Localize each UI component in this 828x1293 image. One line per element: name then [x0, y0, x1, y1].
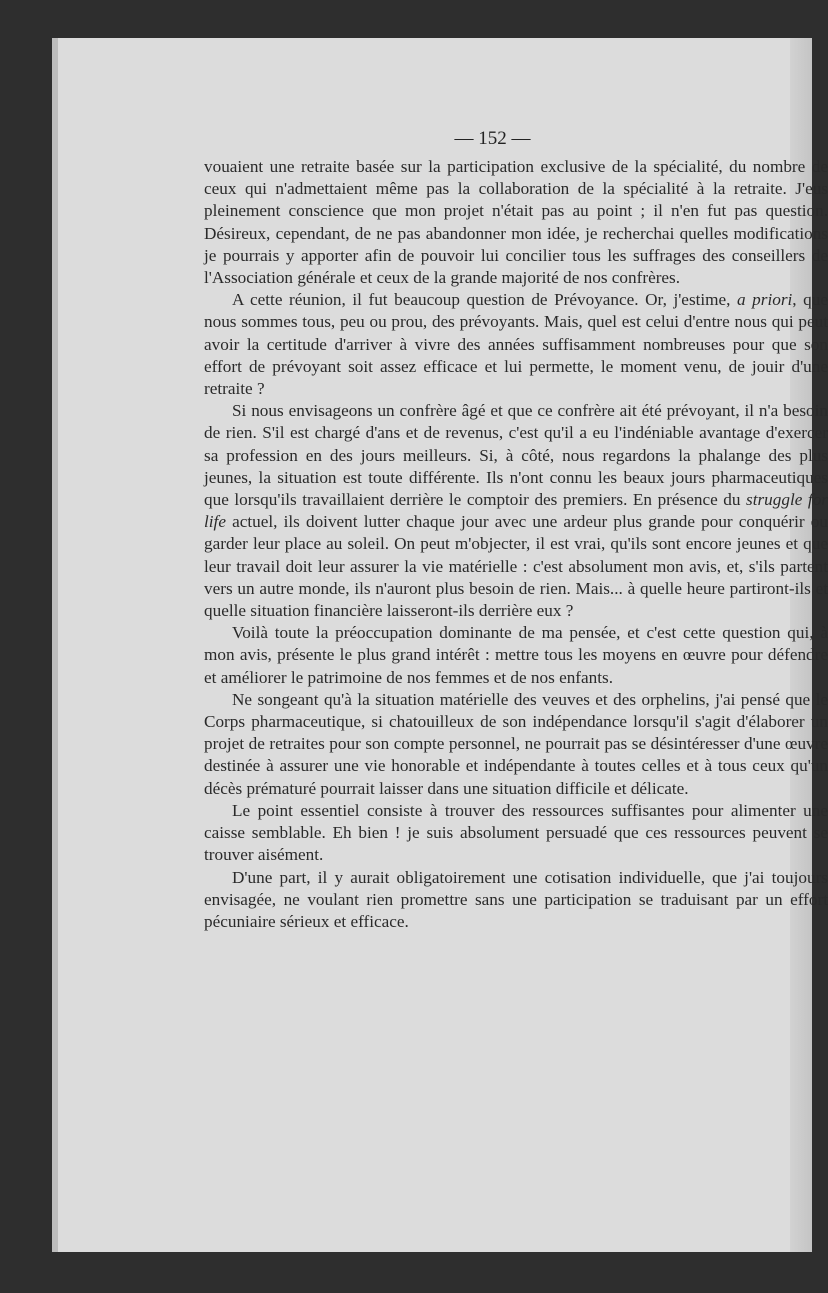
paragraph-7: D'une part, il y aurait obligatoirement une cotisation individuelle, que j'ai toujours envisagée, ne voulant rien promettre sans une participation se traduisant par un effort pécuniaire sérieux et efficace.: [204, 867, 828, 931]
paragraph-5: Ne songeant qu'à la situation matérielle des veuves et des orphelins, j'ai pensé que le Corps pharmaceutique, si chatouilleux de son indépendance lorsqu'il s'agit d'élaborer un projet de retraites pour son compte personnel, ne pourrait pas se désintéresser d'une œuvre destinée à assurer une vie honorable et indépendante à toutes celles et à tous ceux qu'un décès prématuré pourrait laisser dans une situation difficile et délicate.: [204, 689, 828, 798]
page-number: — 152 —: [454, 128, 531, 149]
paragraph-3-italic: struggle for life: [204, 490, 828, 532]
paragraph-1: vouaient une retraite basée sur la participation exclusive de la spécialité, du nombre de ceux qui n'admettaient même pas la collaboration de la spécialité à la retraite. J'eus pleinement conscience que mon projet n'était pas au point ; il n'en fut pas question. Désireux, cependant, de ne pas abandonner mon idée, je recherchai quelles modifications je pourrais y apporter afin de pouvoir lui concilier tous les suffrages des conseillers de l'Association générale et ceux de la grande majorité de nos confrères.: [204, 157, 828, 288]
paragraph-3-after: actuel, ils doivent lutter chaque jour avec une ardeur plus grande pour conquérir ou garder leur place au soleil. On peut m'objecter, il est vrai, qu'ils sont encore jeunes et que leur travail doit leur assurer la vie matérielle : c'est absolument mon avis, et, s'ils partent vers un autre monde, ils n'auront plus besoin de rien. Mais... à quelle heure partiront-ils et quelle situation financière laisseront-ils derrière eux ?: [204, 512, 828, 621]
paragraph-2: [204, 289, 828, 400]
paragraph-2-before: A cette réunion, il fut beaucoup question de Prévoyance. Or, j'estime,: [232, 290, 738, 310]
paragraph-2-after: , que nous sommes tous, peu ou prou, des prévoyants. Mais, quel est celui d'entre nous qui peut avoir la certitude d'arriver à vivre des années suffisamment nombreuses pour que son effort de prévoyant soit assez efficace et lui permette, le moment venu, de jouir d'une retraite ?: [204, 290, 828, 399]
paragraph-3-before: Si nous envisageons un confrère âgé et que ce confrère ait été prévoyant, il n'a besoin de rien. S'il est chargé d'ans et de revenus, c'est qu'il a eu l'indéniable avantage d'exercer sa profession en des jours meilleurs. Si, à côté, nous regardons la phalange des plus jeunes, la situation est toute différente. Ils n'ont connu les beaux jours pharmaceutiques que lorsqu'ils travaillaient derrière le comptoir des premiers. En présence du: [204, 401, 828, 510]
paragraph-6: Le point essentiel consiste à trouver des ressources suffisantes pour alimenter une caisse semblable. Eh bien ! je suis absolument persuadé que ces ressources peuvent se trouver aisément.: [204, 800, 828, 865]
paragraph-2-italic: a priori: [737, 290, 793, 310]
book-page: [52, 38, 828, 1252]
paragraph-4: Voilà toute la préoccupation dominante de ma pensée, et c'est cette question qui, à mon avis, présente le plus grand intérêt : mettre tous les moyens en œuvre pour défendre et améliorer le patrimoine de nos femmes et de nos enfants.: [204, 623, 828, 687]
paragraph-3: [204, 400, 828, 622]
body-text: [204, 156, 828, 933]
